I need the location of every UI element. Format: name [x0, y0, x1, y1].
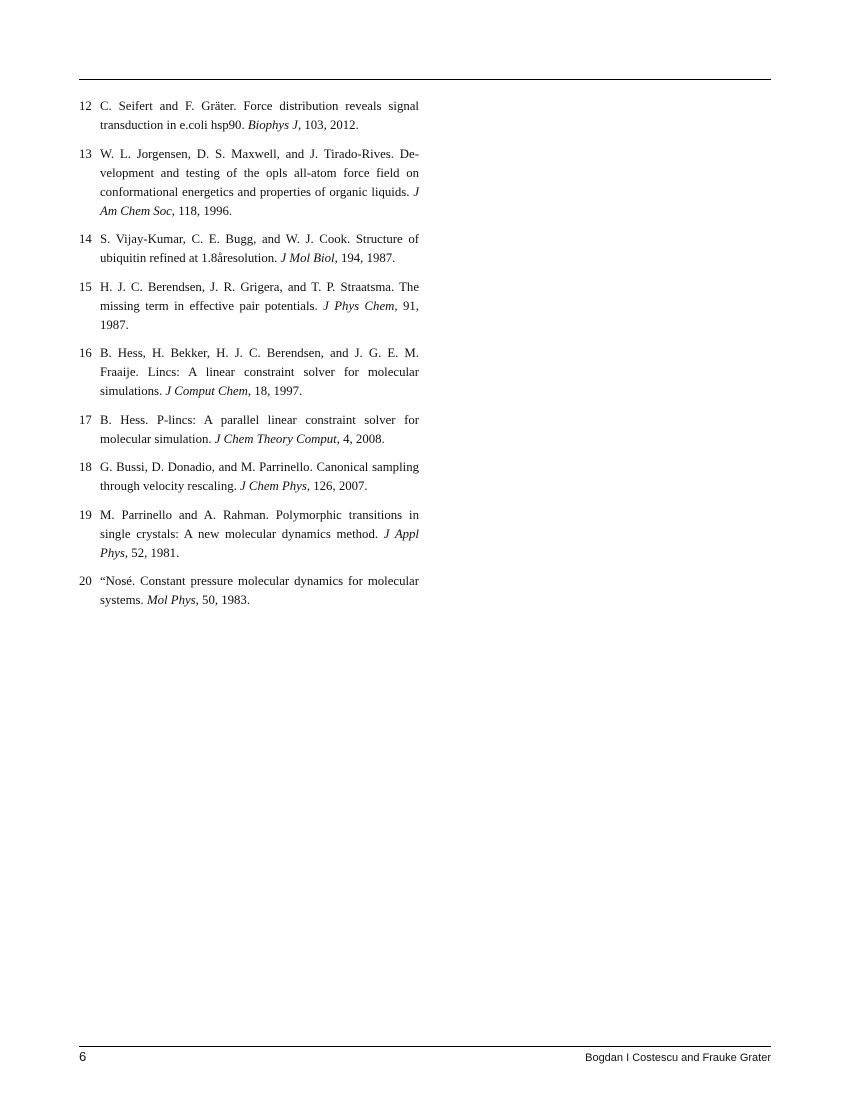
reference-journal: J Phys Chem	[323, 298, 395, 313]
reference-item	[79, 458, 419, 496]
reference-journal: Biophys J	[247, 118, 298, 132]
reference-text: C. Seifert and F. Gräter. Force distribution reveals signal transduction in e.coli hsp90.	[100, 99, 419, 132]
header-rule	[79, 79, 771, 80]
reference-details: , 18, 1997.	[247, 384, 303, 398]
running-footer-authors: Bogdan I Costescu and Frauke Grater	[585, 1052, 771, 1064]
reference-journal: Mol Phys	[146, 593, 196, 607]
reference-details: , 194, 1987.	[334, 251, 396, 265]
reference-details: , 4, 2008.	[336, 431, 385, 446]
reference-item	[79, 145, 419, 221]
reference-item	[79, 278, 419, 335]
reference-number: 14	[79, 232, 92, 246]
reference-number: 12	[79, 99, 92, 113]
reference-number: 13	[79, 146, 92, 161]
page-number: 6	[79, 1049, 87, 1064]
reference-text: H. J. C. Berendsen, J. R. Grigera, and T. P. Straatsma. The missing term in effective pair potentials.	[100, 279, 419, 313]
reference-text: M. Parrinello and A. Rahman. Polymorphic transitions in single crystals: A new molecular dynamics method.	[100, 507, 419, 541]
reference-details: , 126, 2007.	[306, 479, 368, 493]
reference-text: B. Hess. P-lincs: A parallel linear constraint solver for molecular simulation.	[100, 412, 419, 446]
reference-journal: J Chem Phys	[240, 479, 307, 493]
reference-number: 18	[79, 460, 92, 474]
reference-details: , 103, 2012.	[297, 118, 359, 132]
reference-details: , 52, 1981.	[124, 545, 180, 560]
reference-journal: J Am Chem Soc	[100, 184, 419, 218]
reference-text: “Nosé. Constant pressure molecular dynamics for molecular systems.	[100, 574, 419, 607]
reference-item	[79, 230, 419, 268]
footer-rule	[79, 1046, 771, 1047]
reference-journal: J Appl Phys	[100, 526, 419, 560]
reference-item	[79, 506, 419, 563]
reference-text: B. Hess, H. Bekker, H. J. C. Berendsen, and J. G. E. M. Fraaije. Lincs: A linear constraint solver for molecular simulations.	[100, 346, 419, 398]
reference-journal: J Chem Theory Comput	[214, 431, 337, 446]
reference-item	[79, 97, 419, 135]
reference-journal: J Mol Biol	[280, 251, 335, 265]
reference-item	[79, 411, 419, 449]
reference-details: , 118, 1996.	[171, 203, 233, 218]
reference-item	[79, 572, 419, 610]
reference-text: S. Vijay-Kumar, C. E. Bugg, and W. J. Cook. Structure of ubiquitin refined at 1.8åresolution.	[100, 232, 419, 265]
reference-text: G. Bussi, D. Donadio, and M. Parrinello. Canonical sampling through velocity rescaling.	[100, 460, 419, 493]
reference-number: 19	[79, 507, 92, 522]
reference-details: , 91, 1987.	[100, 298, 419, 332]
reference-text: W. L. Jorgensen, D. S. Maxwell, and J. Tirado-Rives. Development and testing of the opls all-atom force field on conformational energetics and properties of organic liquids.	[100, 146, 419, 199]
reference-item	[79, 344, 419, 401]
reference-details: , 50, 1983.	[195, 593, 251, 607]
reference-number: 17	[79, 412, 92, 427]
reference-number: 20	[79, 574, 92, 588]
reference-number: 15	[79, 279, 92, 294]
reference-number: 16	[79, 346, 92, 360]
reference-list	[79, 97, 419, 620]
reference-journal: J Comput Chem	[165, 384, 248, 398]
